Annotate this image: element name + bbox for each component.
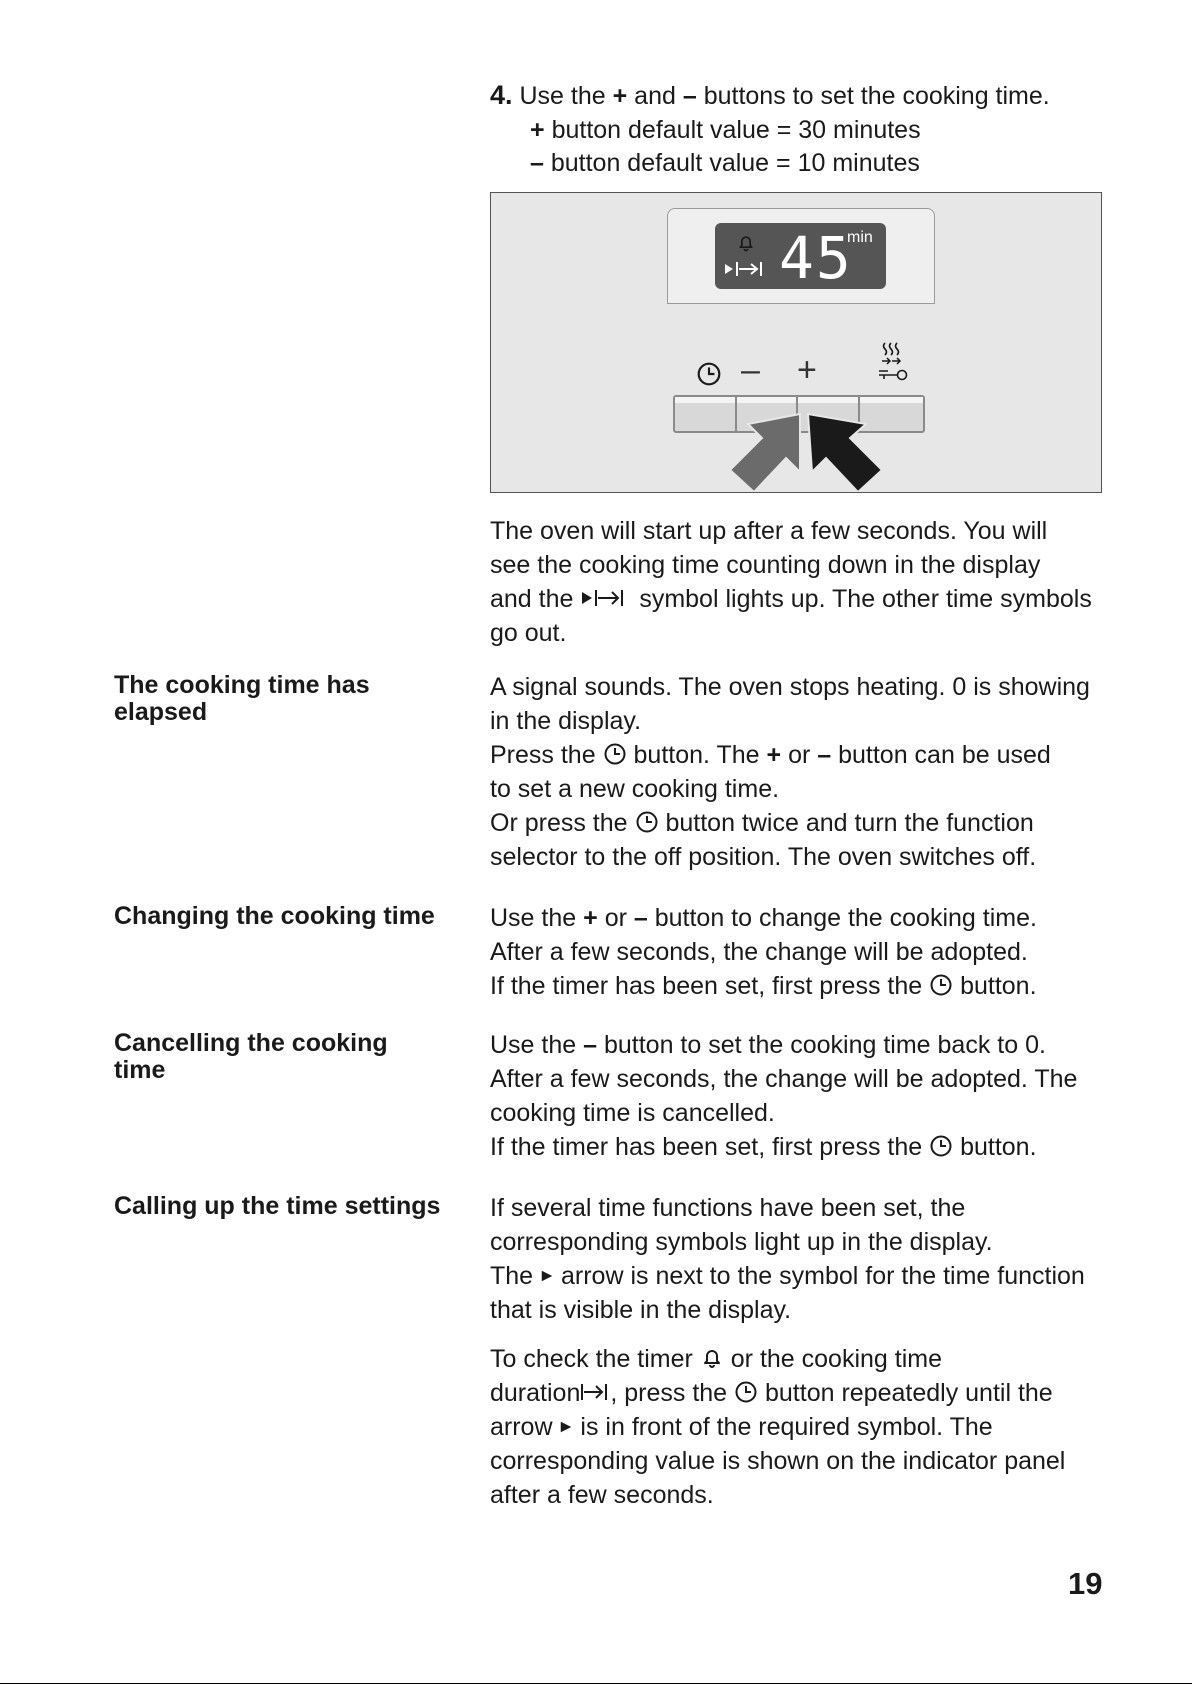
heading-changing: Changing the cooking time xyxy=(114,902,435,930)
plus-press-arrow xyxy=(808,414,882,492)
calling-text: If several time functions have been set, the corresponding symbols light up in the display. The arrow is next to the symbol for the time function that is visible in the display. xyxy=(490,1194,1085,1324)
press-arrows xyxy=(716,408,896,492)
plus-button-label: + xyxy=(797,351,817,389)
arrow-pointer-icon xyxy=(540,1265,554,1287)
plus-default-line: + button default value = 30 minutes xyxy=(530,116,921,144)
arrow-pointer-icon xyxy=(559,1416,573,1438)
rapid-heat-childlock-icon xyxy=(876,341,910,387)
display-panel xyxy=(667,208,935,304)
step-4-line-1: 4. Use the + and – buttons to set the cooking time. xyxy=(490,80,1050,110)
active-duration-symbol-icon xyxy=(723,259,769,279)
clock-icon xyxy=(696,361,722,387)
step-number: 4. xyxy=(490,80,513,110)
elapsed-text: A signal sounds. The oven stops heating. 0 is showing in the display. Press the button. The + or – button can be used to set a new cooking time. Or press the button twice and turn the function selector to the off position. The oven switches off. xyxy=(490,673,1090,871)
clock-icon xyxy=(734,1380,758,1404)
calling-text-2: To check the timer or the cooking time duration , press the button repeatedly until the arrow is in front of the required symbol. The corresponding value is shown on the indicator panel after a few seconds. xyxy=(490,1345,1066,1509)
display-screen xyxy=(715,223,886,292)
active-duration-icon xyxy=(580,586,632,610)
timer-bell-icon xyxy=(700,1346,724,1370)
control-panel-figure xyxy=(490,192,1102,493)
clock-icon xyxy=(603,742,627,766)
heading-cancelling: Cancelling the cooking time xyxy=(114,1029,388,1084)
plus-symbol: + xyxy=(612,82,628,110)
page-bottom-rule xyxy=(0,1683,1192,1684)
minus-symbol: – xyxy=(682,82,697,110)
minus-button-label: – xyxy=(741,351,760,389)
clock-icon xyxy=(929,973,953,997)
changing-text: Use the + or – button to change the cooking time. After a few seconds, the change will be adopted. If the timer has been set, first press the button. xyxy=(490,904,1037,1000)
minus-default-line: – button default value = 10 minutes xyxy=(530,149,920,177)
heading-calling: Calling up the time settings xyxy=(114,1192,441,1220)
timer-bell-icon xyxy=(735,233,757,253)
duration-icon xyxy=(580,1380,610,1404)
page-number: 19 xyxy=(1068,1566,1103,1601)
display-unit: min xyxy=(847,229,873,246)
cancelling-text: Use the – button to set the cooking time back to 0. After a few seconds, the change will be adopted. The cooking time is cancelled. If the timer has been set, first press the button. xyxy=(490,1031,1078,1161)
clock-icon xyxy=(635,810,659,834)
start-up-paragraph: The oven will start up after a few seconds. You will see the cooking time counting down in the display and the symbol lights up. The other time symbols go out. xyxy=(490,517,1092,647)
display-digits: 45 xyxy=(779,224,853,292)
minus-press-arrow xyxy=(730,414,800,492)
clock-icon xyxy=(929,1134,953,1158)
heading-elapsed: The cooking time has elapsed xyxy=(114,671,370,726)
